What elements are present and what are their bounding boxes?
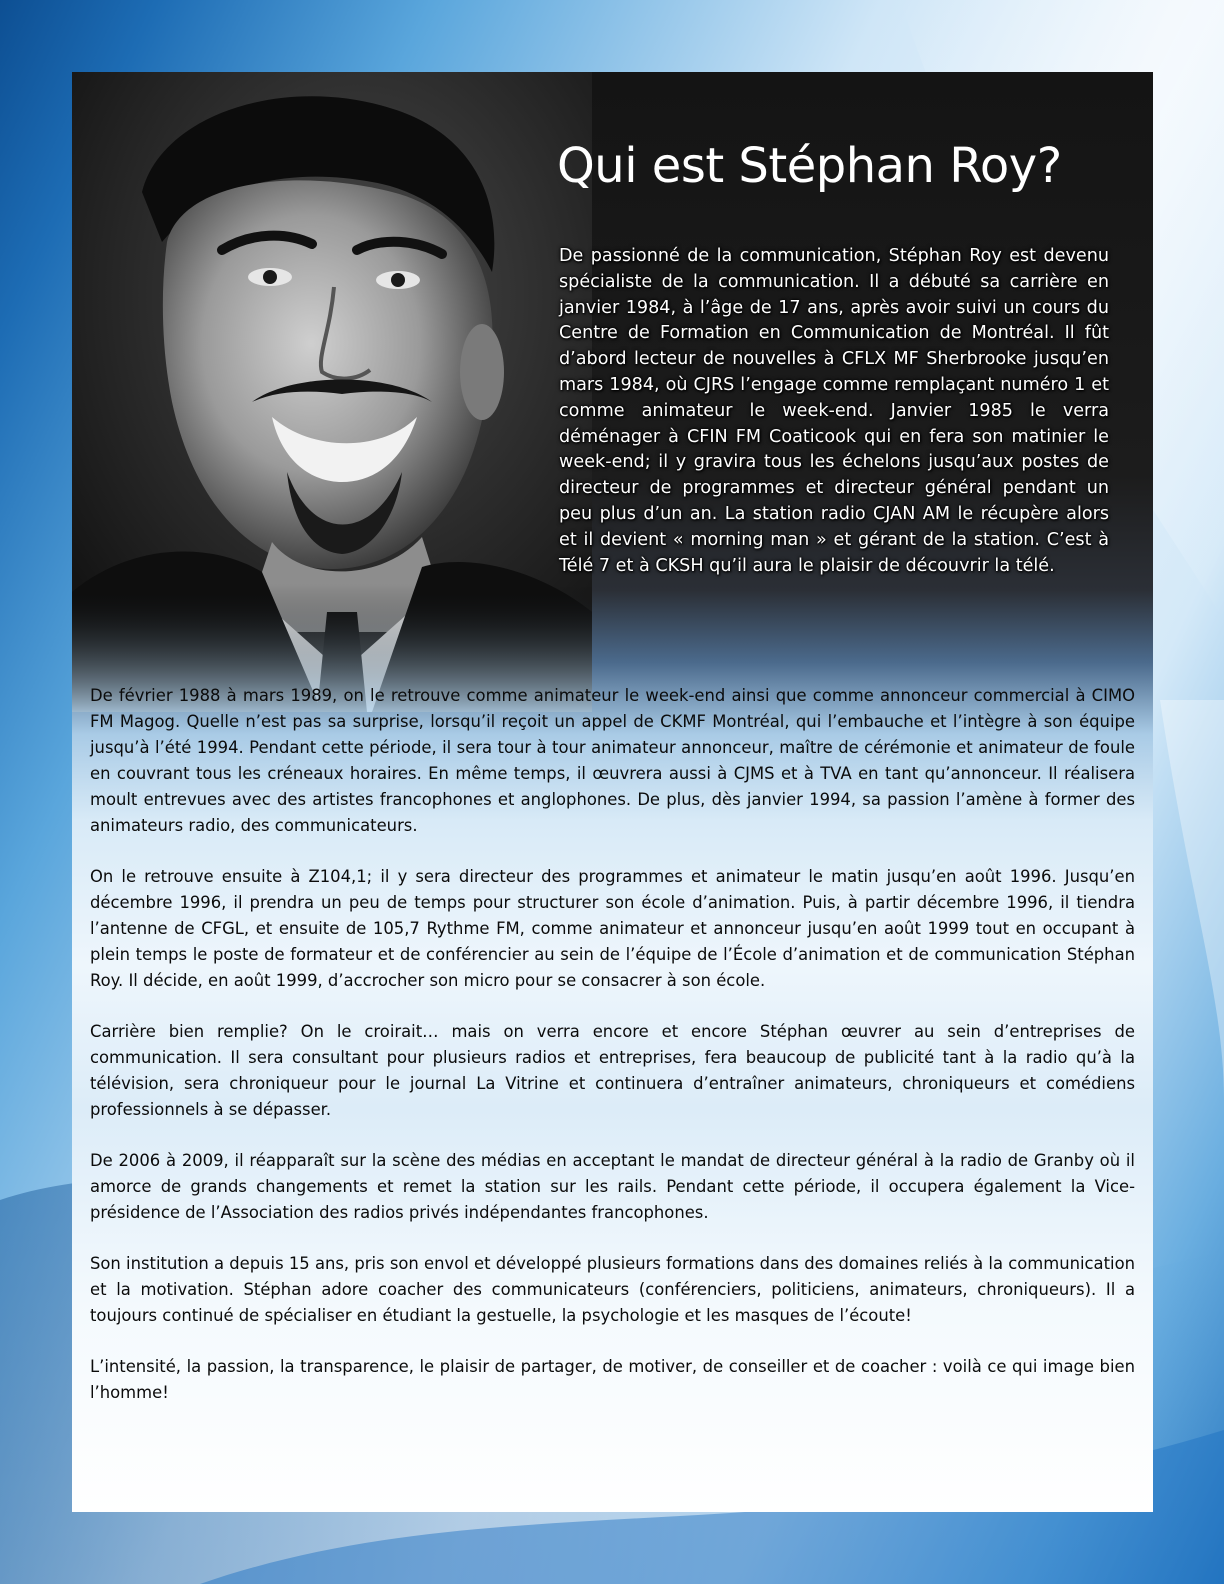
body-paragraph: Carrière bien remplie? On le croirait… mais on verra encore et encore Stéphan œuvrer au sein d’entreprises de communication. Il sera consultant pour plusieurs radios et entreprises, fera beaucoup de publicité tant à la radio qu’à la télévision, sera chroniqueur pour le journal La Vitrine et continuera d’entraîner animateurs, chroniqueurs et comédiens professionnels à se dépasser.: [90, 1022, 1135, 1119]
biography-body: [90, 683, 1135, 1431]
body-paragraph: De février 1988 à mars 1989, on le retrouve comme animateur le week-end ainsi que comme annonceur commercial à CIMO FM Magog. Quelle n’est pas sa surprise, lorsqu’il reçoit un appel de CKMF Montréal, qui l’embauche et l’intègre à son équipe jusqu’à l’été 1994. Pendant cette période, il sera tour à tour animateur annonceur, maître de cérémonie et animateur de foule en couvrant tous les créneaux horaires. En même temps, il œuvrera aussi à CJMS et à TVA en tant qu’annonceur. Il réalisera moult entrevues avec des artistes francophones et anglophones. De plus, dès janvier 1994, sa passion l’amène à former des animateurs radio, des communicateurs.: [90, 686, 1135, 835]
body-paragraph: L’intensité, la passion, la transparence, le plaisir de partager, de motiver, de conseiller et de coacher : voilà ce qui image bien l’homme!: [90, 1357, 1135, 1402]
body-paragraph: De 2006 à 2009, il réapparaît sur la scène des médias en acceptant le mandat de directeur général à la radio de Granby où il amorce de grands changements et remet la station sur les rails. Pendant cette période, il occupera également la Vice-présidence de l’Association des radios privés indépendantes francophones.: [90, 1151, 1135, 1222]
page-title: Qui est Stéphan Roy?: [557, 138, 1062, 194]
intro-paragraph: De passionné de la communication, Stéphan Roy est devenu spécialiste de la communication. Il a débuté sa carrière en janvier 1984, à l’âge de 17 ans, après avoir suivi un cours du Centre de Formation en Communication de Montréal. Il fût d’abord lecteur de nouvelles à CFLX MF Sherbrooke jusqu’en mars 1984, où CJRS l’engage comme remplaçant numéro 1 et comme animateur le week-end. Janvier 1985 le verra déménager à CFIN FM Coaticook qui en fera son matinier le week-end; il y gravira tous les échelons jusqu’aux postes de directeur de programmes et directeur général pendant un peu plus d’un an. La station radio CJAN AM le récupère alors et il devient « morning man » et gérant de la station. C’est à Télé 7 et à CKSH qu’il aura le plaisir de découvrir la télé.: [559, 246, 1109, 576]
body-paragraph: On le retrouve ensuite à Z104,1; il y sera directeur des programmes et animateur le matin jusqu’en août 1996. Jusqu’en décembre 1996, il prendra un peu de temps pour structurer son école d’animation. Puis, à partir décembre 1996, il tiendra l’antenne de CFGL, et ensuite de 105,7 Rythme FM, comme animateur et annonceur jusqu’en août 1999 tout en occupant à plein temps le poste de formateur et de conférencier au sein de l’équipe de l’École d’animation et de communication Stéphan Roy. Il décide, en août 1999, d’accrocher son micro pour se consacrer à son école.: [90, 867, 1135, 990]
content-panel: [72, 72, 1153, 1512]
body-paragraph: Son institution a depuis 15 ans, pris son envol et développé plusieurs formations dans des domaines reliés à la communication et la motivation. Stéphan adore coacher des communicateurs (conférenciers, politiciens, animateurs, chroniqueurs). Il a toujours continué de spécialiser en étudiant la gestuelle, la psychologie et les masques de l’écoute!: [90, 1254, 1135, 1325]
portrait-photo-icon: [72, 72, 592, 712]
